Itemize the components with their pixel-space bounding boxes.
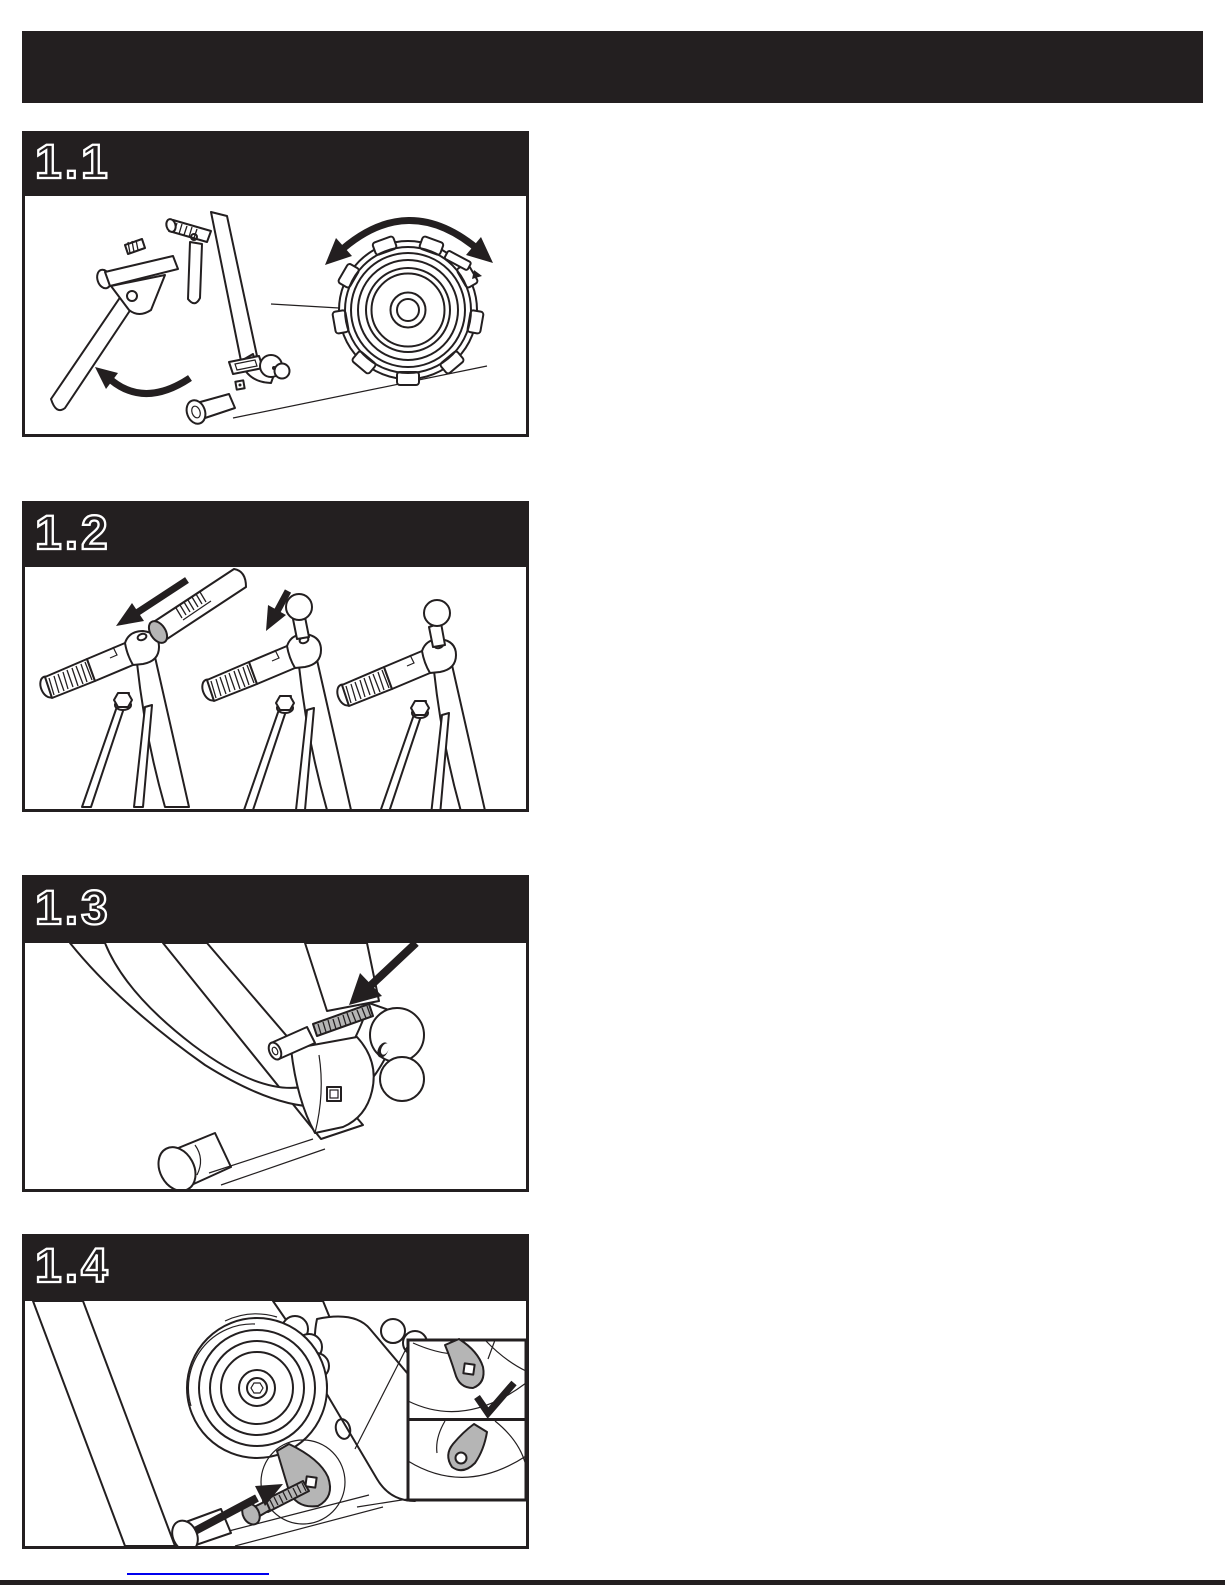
step-figure-1-1 [22,193,529,437]
roller-band [366,268,450,352]
square-hole [327,1087,341,1101]
roller-ring [372,274,445,347]
bolt-into-bracket-illustration [25,943,526,1189]
step-number-label: 1.4 [35,1240,111,1293]
step-number-label: 1.1 [35,136,111,189]
main-tube [211,212,257,361]
plate-hole [127,291,137,301]
step-figure-1-3 [22,940,529,1192]
step-header-1-3 [22,875,529,940]
leader-line [271,304,339,308]
roller-ring [358,260,458,360]
bracket-lobe [380,1057,424,1101]
inset-divider [408,1418,526,1421]
roller-hub-inner [397,299,419,321]
step-number-label: 1.2 [35,506,111,560]
top-banner [22,31,1203,103]
quick-release-install-illustration [25,567,526,809]
step-panel-1-3 [22,875,529,1192]
clamp-lobe [275,364,290,379]
rotate-both-ways-arrow [337,220,481,254]
step-header-1-4 [22,1234,529,1298]
bracket-boss [381,1319,405,1343]
step-figure-1-2 [22,564,529,812]
bolt-dot [272,366,276,370]
step-panel-1-1 [22,131,529,437]
frame-tube [305,943,379,1011]
step-header-1-2 [22,501,529,564]
support-arm [188,242,202,303]
trainer-unfold-illustration [25,196,526,434]
cam-lever-bolt-illustration [25,1301,526,1546]
adjuster-knob [125,239,145,254]
roller-ring [351,253,465,367]
lever-ball [286,594,312,620]
hole-dot [239,384,242,387]
step-figure-1-4 [22,1298,529,1549]
step-number-label: 1.3 [35,881,111,935]
step-panel-1-4 [22,1234,529,1549]
cam-square-hole [463,1363,474,1374]
footer-link[interactable] [127,1573,269,1575]
cam-round-hole [456,1453,467,1464]
frame-leg [33,1301,175,1546]
step-panel-1-2 [22,501,529,812]
roller-hub [391,293,426,328]
orientation-inset [408,1339,526,1500]
unfold-arrow [111,378,190,394]
insert-arrow [367,943,416,989]
page-bottom-rule [0,1580,1225,1585]
roller-ring [345,247,471,373]
step-header-1-1 [22,131,529,193]
lever-ball [424,600,450,626]
